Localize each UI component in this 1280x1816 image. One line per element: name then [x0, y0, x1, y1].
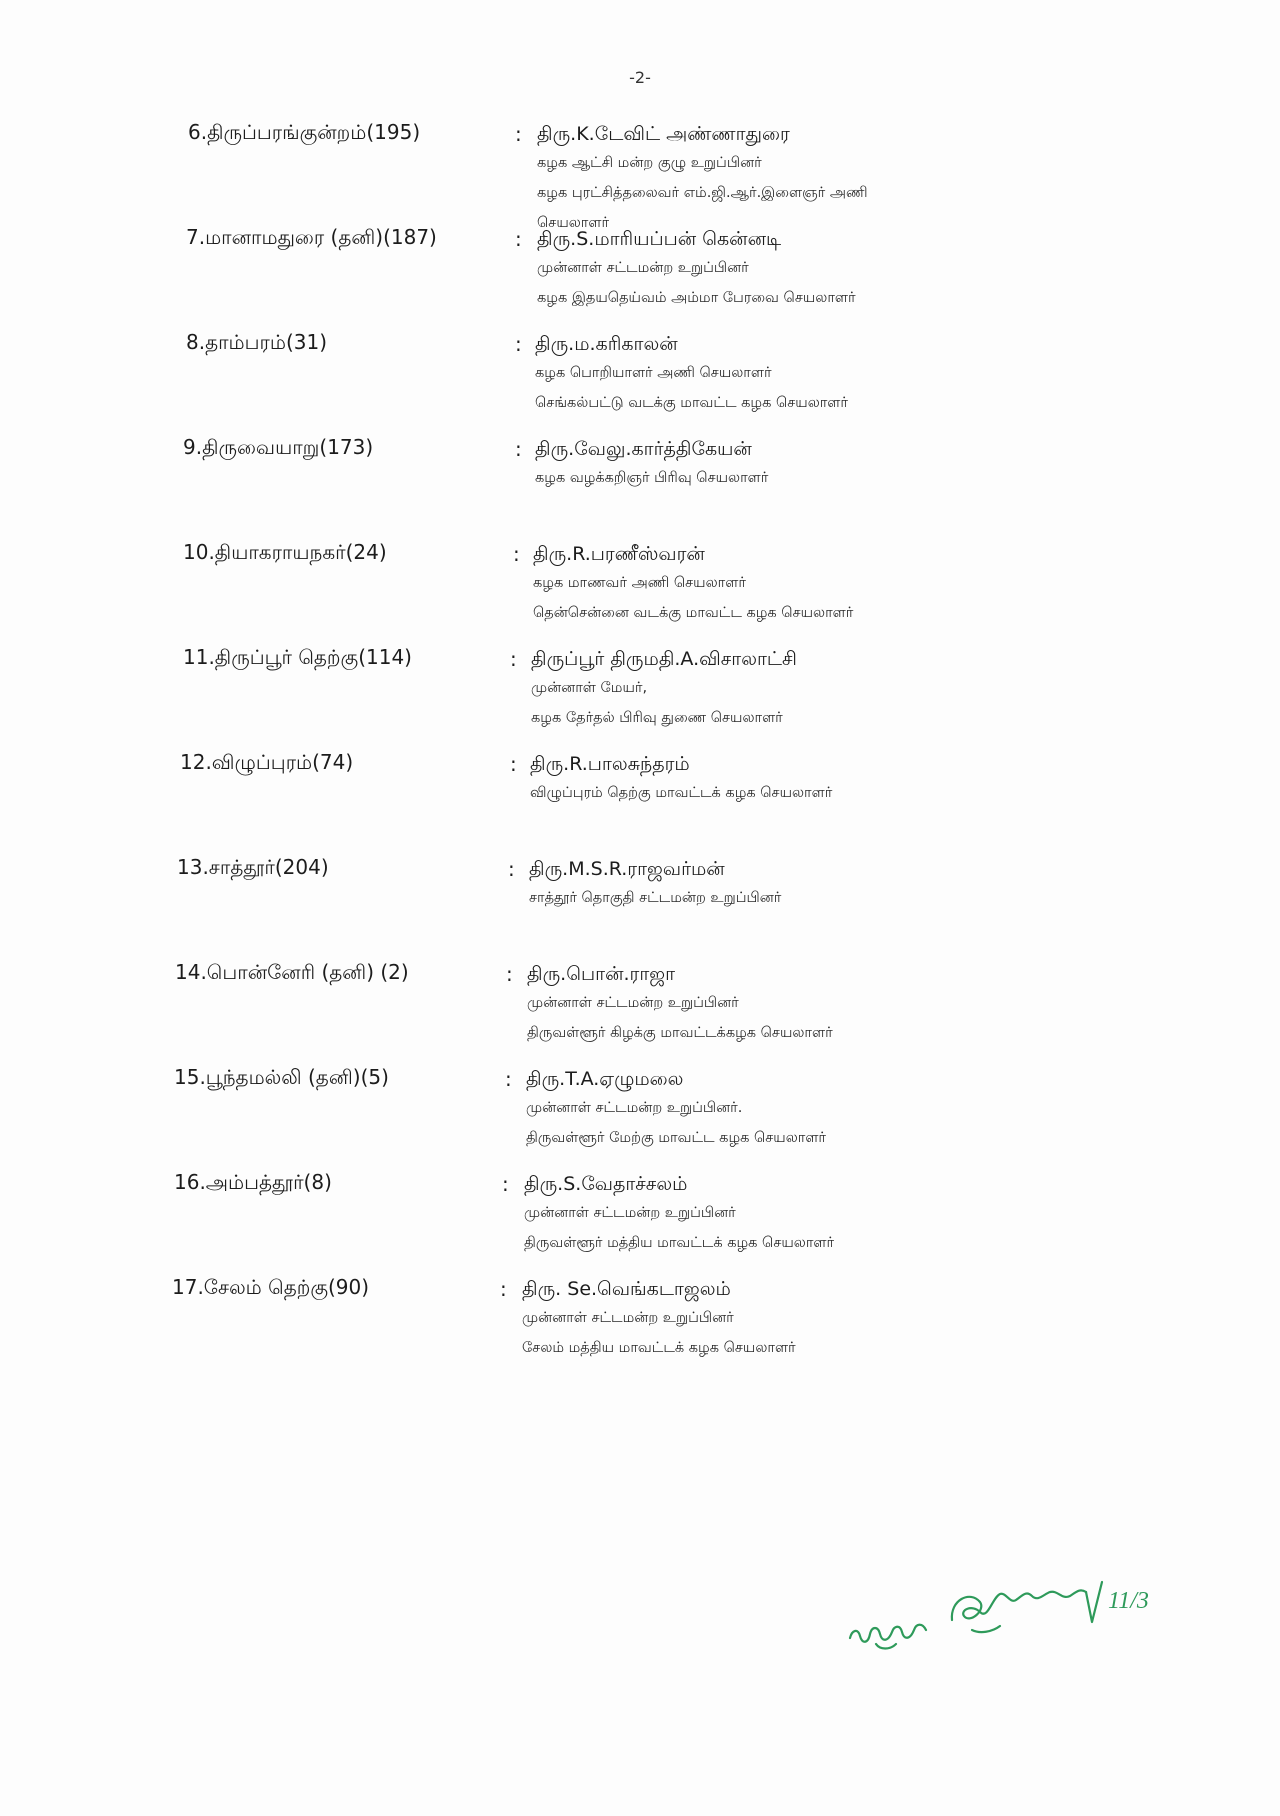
candidate-designation: முன்னாள் சட்டமன்ற உறுப்பினர் — [527, 995, 739, 1011]
candidate-name: திரு.R.பாலசுந்தரம் — [530, 753, 690, 775]
candidate-designation: சேலம் மத்திய மாவட்டக் கழக செயலாளர் — [522, 1340, 796, 1356]
candidate-details — [537, 225, 856, 313]
constituency-label: 9.திருவையாறு(173) — [183, 435, 374, 459]
candidate-designation: கழக பொறியாளர் அணி செயலாளர் — [535, 365, 772, 381]
candidate-details — [529, 855, 781, 913]
constituency-label: 16.அம்பத்தூர்(8) — [174, 1170, 332, 1194]
candidate-details — [537, 120, 868, 238]
candidate-name: திரு.S.மாரியப்பன் கென்னடி — [537, 228, 782, 250]
constituency-label: 17.சேலம் தெற்கு(90) — [172, 1275, 370, 1299]
candidate-name: திரு.K.டேவிட் அண்ணாதுரை — [537, 123, 790, 145]
separator-colon: : — [505, 1067, 512, 1091]
candidate-designation: சாத்தூர் தொகுதி சட்டமன்ற உறுப்பினர் — [529, 890, 782, 906]
separator-colon: : — [515, 122, 522, 146]
page-number: -2- — [629, 68, 651, 87]
candidate-designation: தென்சென்னை வடக்கு மாவட்ட கழக செயலாளர் — [533, 605, 854, 621]
candidate-name: திரு.ம.கரிகாலன் — [535, 333, 678, 355]
candidate-designation: கழக மாணவர் அணி செயலாளர் — [533, 575, 746, 591]
candidate-designation: முன்னாள் சட்டமன்ற உறுப்பினர் — [537, 260, 749, 276]
candidate-details — [531, 645, 797, 733]
candidate-name: திரு. Se.வெங்கடாஜலம் — [522, 1278, 731, 1300]
candidate-designation: முன்னாள் சட்டமன்ற உறுப்பினர். — [526, 1100, 743, 1116]
candidate-name: திரு.வேலு.கார்த்திகேயன் — [535, 438, 752, 460]
candidate-designation: கழக தேர்தல் பிரிவு துணை செயலாளர் — [531, 710, 783, 726]
candidate-details — [527, 960, 833, 1048]
constituency-label: 7.மானாமதுரை (தனி)(187) — [186, 225, 437, 249]
candidate-designation: திருவள்ளூர் கிழக்கு மாவட்டக்கழக செயலாளர் — [527, 1025, 833, 1041]
candidate-designation: கழக ஆட்சி மன்ற குழு உறுப்பினர் — [537, 155, 762, 171]
candidate-designation: கழக இதயதெய்வம் அம்மா பேரவை செயலாளர் — [537, 290, 856, 306]
candidate-designation: முன்னாள் மேயர், — [531, 680, 648, 696]
constituency-label: 13.சாத்தூர்(204) — [177, 855, 329, 879]
separator-colon: : — [500, 1277, 507, 1301]
constituency-label: 12.விழுப்புரம்(74) — [180, 750, 354, 774]
constituency-label: 8.தாம்பரம்(31) — [186, 330, 328, 354]
constituency-label: 10.தியாகராயநகர்(24) — [183, 540, 387, 564]
candidate-details — [524, 1170, 834, 1258]
candidate-name: திருப்பூர் திருமதி.A.விசாலாட்சி — [531, 648, 797, 670]
separator-colon: : — [513, 542, 520, 566]
candidate-details — [535, 435, 768, 493]
candidate-designation: முன்னாள் சட்டமன்ற உறுப்பினர் — [524, 1205, 736, 1221]
candidate-designation: செங்கல்பட்டு வடக்கு மாவட்ட கழக செயலாளர் — [535, 395, 848, 411]
candidate-details — [522, 1275, 796, 1363]
candidate-details — [535, 330, 848, 418]
candidate-designation: திருவள்ளூர் மேற்கு மாவட்ட கழக செயலாளர் — [526, 1130, 827, 1146]
separator-colon: : — [510, 752, 517, 776]
candidate-designation: திருவள்ளூர் மத்திய மாவட்டக் கழக செயலாளர் — [524, 1235, 835, 1251]
candidate-designation: முன்னாள் சட்டமன்ற உறுப்பினர் — [522, 1310, 734, 1326]
constituency-label: 14.பொன்னேரி (தனி) (2) — [175, 960, 409, 984]
signature — [840, 1560, 1180, 1670]
separator-colon: : — [515, 437, 522, 461]
candidate-name: திரு.M.S.R.ராஜவர்மன் — [529, 858, 725, 880]
separator-colon: : — [508, 857, 515, 881]
candidate-designation: விழுப்புரம் தெற்கு மாவட்டக் கழக செயலாளர் — [530, 785, 833, 801]
constituency-label: 11.திருப்பூர் தெற்கு(114) — [183, 645, 412, 669]
separator-colon: : — [515, 227, 522, 251]
candidate-name: திரு.S.வேதாச்சலம் — [524, 1173, 688, 1195]
svg-text:11/3: 11/3 — [1108, 1588, 1149, 1614]
separator-colon: : — [502, 1172, 509, 1196]
candidate-designation: கழக வழக்கறிஞர் பிரிவு செயலாளர் — [535, 470, 769, 486]
candidate-details — [526, 1065, 826, 1153]
constituency-label: 6.திருப்பரங்குன்றம்(195) — [188, 120, 421, 144]
candidate-details — [530, 750, 832, 808]
separator-colon: : — [510, 647, 517, 671]
candidate-details — [533, 540, 853, 628]
candidate-designation: கழக புரட்சித்தலைவர் எம்.ஜி.ஆர்.இளைஞர் அணி — [537, 185, 868, 201]
candidate-name: திரு.பொன்.ராஜா — [527, 963, 676, 985]
candidate-designation: செயலாளர் — [537, 215, 610, 231]
separator-colon: : — [515, 332, 522, 356]
separator-colon: : — [506, 962, 513, 986]
candidate-name: திரு.R.பரணீஸ்வரன் — [533, 543, 705, 565]
constituency-label: 15.பூந்தமல்லி (தனி)(5) — [174, 1065, 389, 1089]
candidate-name: திரு.T.A.ஏழுமலை — [526, 1068, 684, 1090]
